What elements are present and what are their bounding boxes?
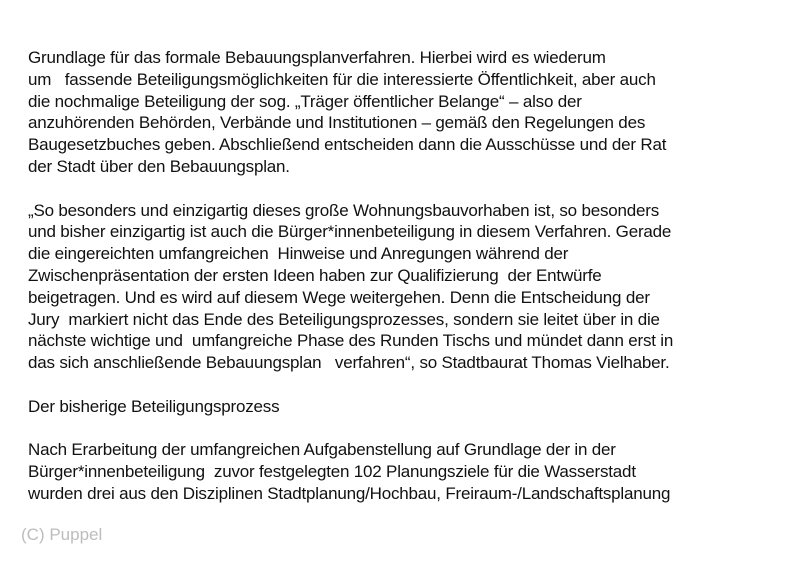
text-line: um fassende Beteiligungsmöglichkeiten für die interessierte Öffentlichkeit, aber auch	[28, 69, 656, 89]
text-line: „So besonders und einzigartig dieses große Wohnungsbauvorhaben ist, so besonders	[28, 200, 660, 220]
text-line: Baugesetzbuches geben. Abschließend entscheiden dann die Ausschüsse und der Rat	[28, 135, 667, 155]
text-line: Jury markiert nicht das Ende des Beteiligungsprozesses, sondern sie leitet über in die	[28, 309, 660, 329]
text-line: beigetragen. Und es wird auf diesem Wege weitergehen. Denn die Entscheidung der	[28, 287, 650, 307]
paragraph-gap	[28, 418, 788, 440]
copyright-watermark: (C) Puppel	[21, 525, 103, 544]
text-line: Zwischenpräsentation der ersten Ideen haben zur Qualifizierung der Entwürfe	[28, 265, 602, 285]
text-line: wurden drei aus den Disziplinen Stadtplanung/Hochbau, Freiraum-/Landschaftsplanung	[28, 483, 671, 503]
text-line: und bisher einzigartig ist auch die Bürger*innenbeteiligung in diesem Verfahren. Gerade	[28, 222, 672, 242]
section-heading	[28, 396, 788, 418]
text-line: anzuhörenden Behörden, Verbände und Institutionen – gemäß den Regelungen des	[28, 113, 646, 133]
text-line: Bürger*innenbeteiligung zuvor festgelegten 102 Planungsziele für die Wasserstadt	[28, 462, 636, 482]
paragraph-gap	[28, 178, 788, 200]
text-line: das sich anschließende Bebauungsplan verfahren“, so Stadtbaurat Thomas Vielhaber.	[28, 353, 670, 373]
text-line: nächste wichtige und umfangreiche Phase des Runden Tischs und mündet dann erst in	[28, 331, 674, 351]
text-line: Grundlage für das formale Bebauungsplanverfahren. Hierbei wird es wiederum	[28, 48, 606, 67]
document-body	[28, 47, 788, 505]
text-line: die nochmalige Beteiligung der sog. „Träger öffentlicher Belange“ – also der	[28, 91, 582, 111]
paragraph-process	[28, 439, 788, 504]
heading-line: Der bisherige Beteiligungsprozess	[28, 396, 280, 416]
paragraph-quote	[28, 200, 788, 374]
text-line: die eingereichten umfangreichen Hinweise und Anregungen während der	[28, 244, 569, 264]
text-line: der Stadt über den Bebauungsplan.	[28, 156, 290, 176]
text-line: Nach Erarbeitung der umfangreichen Aufgabenstellung auf Grundlage der in der	[28, 440, 616, 460]
paragraph-gap	[28, 374, 788, 396]
paragraph-procedure	[28, 47, 788, 178]
